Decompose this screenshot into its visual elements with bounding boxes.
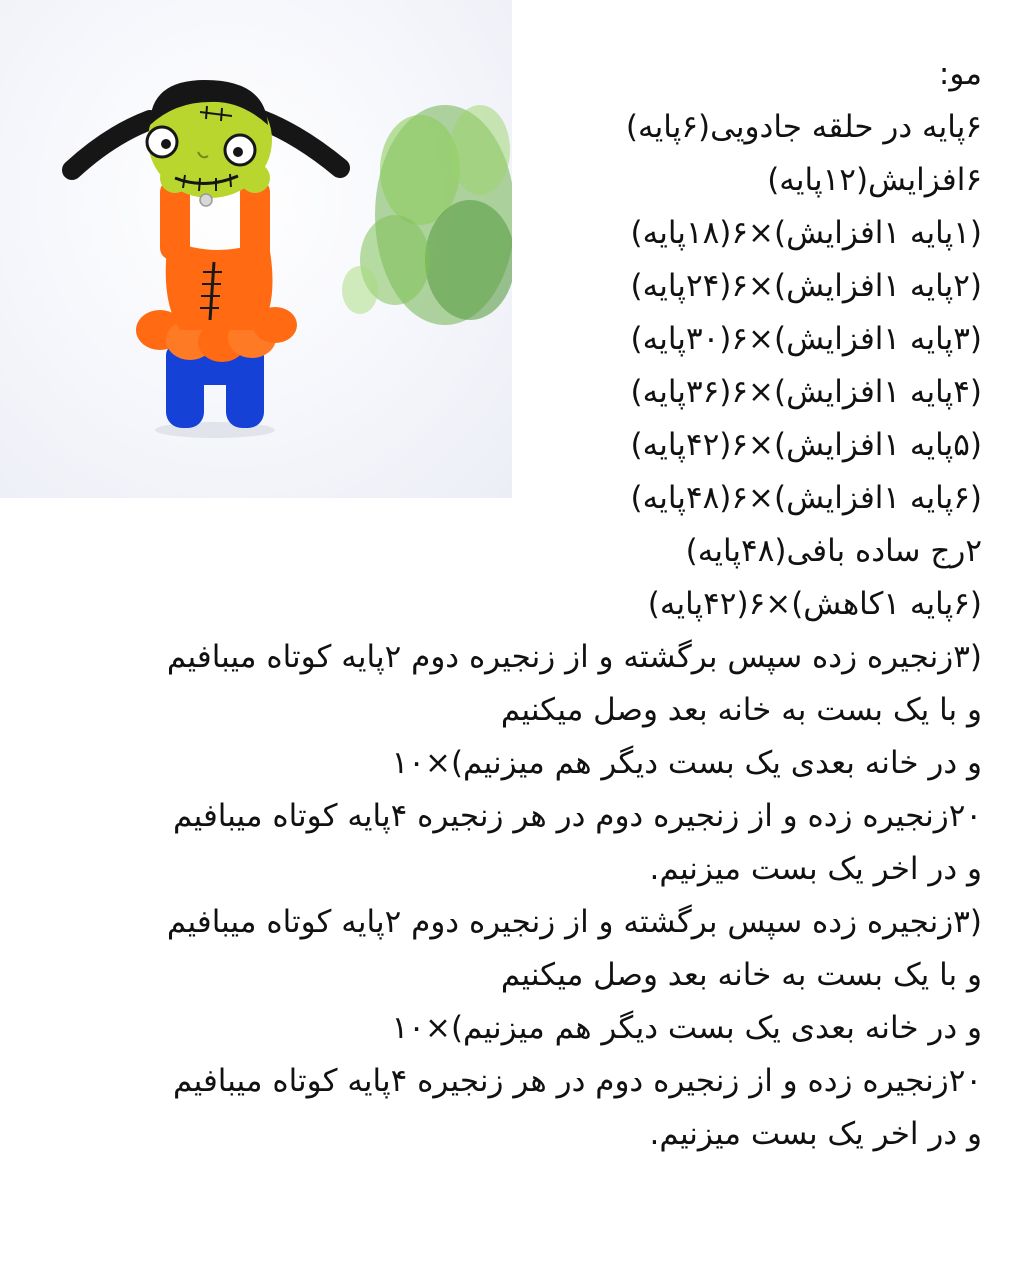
- pattern-line: و در اخر یک بست میزنیم.: [649, 851, 982, 887]
- pattern-line: و در اخر یک بست میزنیم.: [649, 1116, 982, 1152]
- pattern-line: (۳زنجیره زده سپس برگشته و از زنجیره دوم ۲پایه کوتاه میبافیم: [166, 639, 982, 675]
- pattern-line: ۶پایه در حلقه جادویی(۶پایه): [625, 109, 982, 145]
- pattern-line: (۳زنجیره زده سپس برگشته و از زنجیره دوم ۲پایه کوتاه میبافیم: [166, 904, 982, 940]
- pattern-line: (۶پایه ۱افزایش)×۶(۴۸پایه): [630, 480, 982, 516]
- pattern-line: (۲پایه ۱افزایش)×۶(۲۴پایه): [630, 268, 982, 304]
- pattern-line: ۶افزایش(۱۲پایه): [767, 162, 982, 198]
- pattern-line: ۲۰زنجیره زده و از زنجیره دوم در هر زنجیره ۴پایه کوتاه میبافیم: [172, 1063, 982, 1099]
- pattern-line: ۲۰زنجیره زده و از زنجیره دوم در هر زنجیره ۴پایه کوتاه میبافیم: [172, 798, 982, 834]
- pattern-line: و در خانه بعدی یک بست دیگر هم میزنیم)×۱۰: [391, 1010, 982, 1046]
- pattern-heading: مو:: [938, 56, 982, 92]
- pattern-line: ۲رج ساده بافی(۴۸پایه): [685, 533, 982, 569]
- pattern-line: (۶پایه ۱کاهش)×۶(۴۲پایه): [647, 586, 982, 622]
- crochet-pattern-text: [22, 48, 982, 1161]
- pattern-line: (۳پایه ۱افزایش)×۶(۳۰پایه): [630, 321, 982, 357]
- pattern-line: و در خانه بعدی یک بست دیگر هم میزنیم)×۱۰: [391, 745, 982, 781]
- pattern-line: (۴پایه ۱افزایش)×۶(۳۶پایه): [630, 374, 982, 410]
- pattern-line: (۵پایه ۱افزایش)×۶(۴۲پایه): [630, 427, 982, 463]
- pattern-line: و با یک بست به خانه بعد وصل میکنیم: [500, 957, 982, 993]
- pattern-line: و با یک بست به خانه بعد وصل میکنیم: [500, 692, 982, 728]
- pattern-line: (۱پایه ۱افزایش)×۶(۱۸پایه): [630, 215, 982, 251]
